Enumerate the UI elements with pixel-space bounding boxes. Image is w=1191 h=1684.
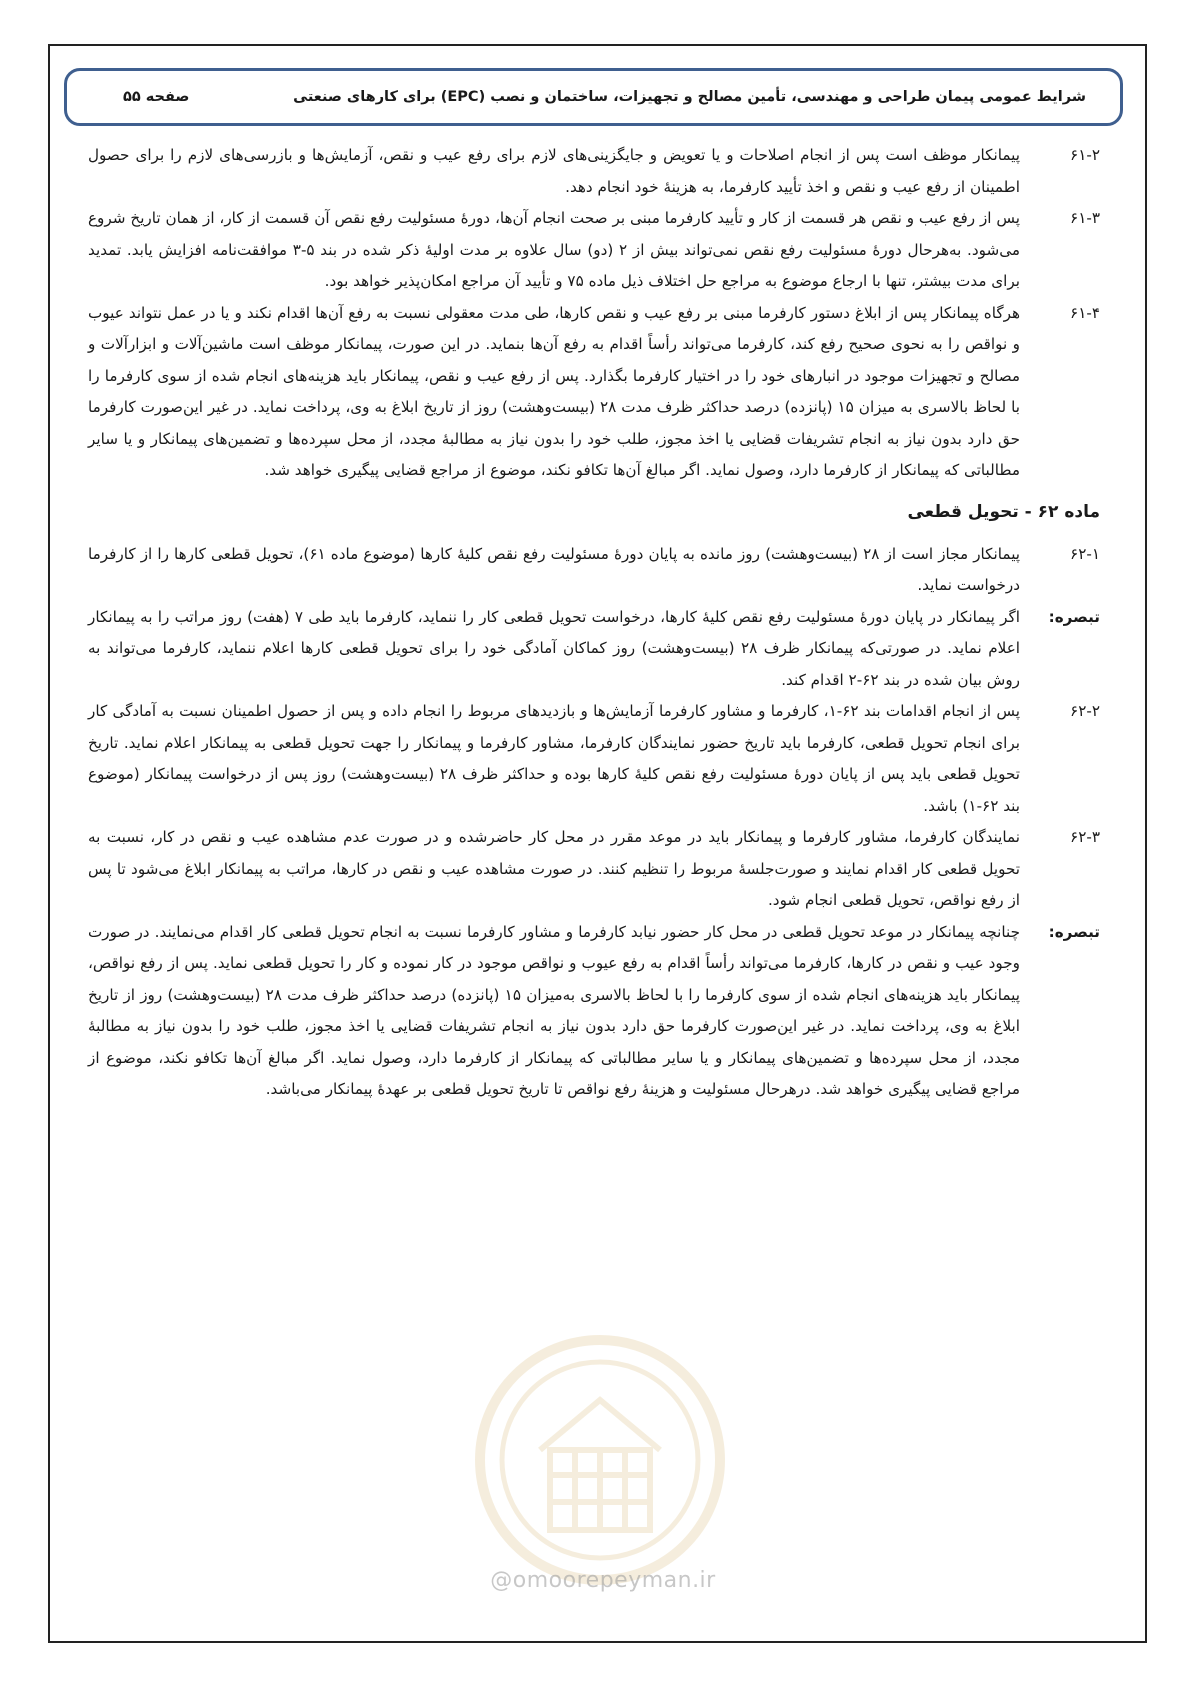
clause-61-3 (88, 203, 1100, 298)
clause-text: هرگاه پیمانکار پس از ابلاغ دستور کارفرما مبنی بر رفع عیب و نقص کارها، طی مدت معقولی نسبت به رفع آن‌ها اقدام نکند و یا در عمل نتواند عیوب و نواقص را به نحوی صحیح رفع کند، کارفرما می‌تواند رأساً اقدام به رفع آن‌ها بنماید. در این صورت، پیمانکار موظف است ماشین‌آلات و ابزارآلات و مصالح و تجهیزات موجود در انبارهای خود را در اختیار کارفرما بگذارد. پس از رفع عیب و نقص، پیمانکار باید هزینه‌های انجام شده از سوی کارفرما را با لحاظ بالاسری به میزان ۱۵ (پانزده) درصد حداکثر ظرف مدت ۲۸ (بیست‌وهشت) روز از تاریخ ابلاغ به وی، پرداخت نماید. در غیر این‌صورت کارفرما حق دارد بدون نیاز به انجام تشریفات قضایی یا اخذ مجوز، طلب خود را بدون نیاز به مطالبهٔ مجدد، از محل سپرده‌ها و تضمین‌های پیمانکار و یا سایر مطالباتی که پیمانکار از کارفرما دارد، وصول نماید. اگر مبالغ آن‌ها تکافو نکند، موضوع از مراجع قضایی پیگیری خواهد شد. (88, 303, 1020, 479)
note-label: تبصره: (1048, 922, 1100, 941)
note-62-1 (88, 602, 1100, 697)
article-62-heading: ماده ۶۲ - تحویل قطعی (907, 501, 1100, 522)
clause-number: ۶۱-۲ (1070, 146, 1100, 164)
clause-text: پس از انجام اقدامات بند ۶۲-۱، کارفرما و مشاور کارفرما آزمایش‌ها و بازدیدهای مربوط را انجام داده و پس از حصول اطمینان نسبت به آمادگی کار برای انجام تحویل قطعی، کارفرما باید تاریخ حضور نمایندگان کارفرما، مشاور کارفرما و پیمانکار را جهت تحویل قطعی به پیمانکار اعلام نماید. تاریخ تحویل قطعی باید پس از پایان دورهٔ مسئولیت رفع نقص کلیهٔ کارها بوده و حداکثر ظرف ۲۸ (بیست‌وهشت) روز پس از درخواست پیمانکار (موضوع بند ۶۲-۱) باشد. (88, 702, 1021, 815)
clause-62-1 (88, 539, 1100, 602)
clause-61-2 (88, 140, 1100, 203)
note-label: تبصره: (1048, 607, 1100, 626)
note-text: اگر پیمانکار در پایان دورهٔ مسئولیت رفع نقص کلیهٔ کارها، درخواست تحویل قطعی کار را ننماید، کارفرما باید طی ۷ (هفت) روز مراتب را به پیمانکار اعلام نماید. در صورتی‌که پیمانکار ظرف ۲۸ (بیست‌وهشت) روز کماکان آمادگی خود را برای تحویل قطعی کارها اعلام ننماید، کارفرما می‌تواند به روش بیان شده در بند ۶۲-۲ اقدام کند. (88, 607, 1020, 689)
clause-number: ۶۱-۳ (1070, 209, 1100, 227)
page-number: صفحه ۵۵ (123, 89, 190, 105)
clause-text: پیمانکار مجاز است از ۲۸ (بیست‌وهشت) روز مانده به پایان دورهٔ مسئولیت رفع نقص کلیهٔ کارها (موضوع ماده ۶۱)، تحویل قطعی کارها را از کارفرما درخواست نماید. (88, 544, 1020, 594)
note-text: چنانچه پیمانکار در موعد تحویل قطعی در محل کار حضور نیابد کارفرما و مشاور کارفرما نسبت به انجام تحویل قطعی کار اقدام می‌نمایند. در صورت وجود عیب و نقص در کارها، کارفرما می‌تواند رأساً اقدام به رفع عیوب و نواقص موجود در کار نموده و کار را تحویل قطعی نماید. پس از رفع نواقص، پیمانکار باید هزینه‌های انجام شده از سوی کارفرما را با لحاظ بالاسری به‌میزان ۱۵ (پانزده) درصد حداکثر ظرف مدت ۲۸ (بیست‌وهشت) روز از تاریخ ابلاغ به وی، پرداخت نماید. در غیر این‌صورت کارفرما حق دارد بدون نیاز به انجام تشریفات قضایی یا اخذ مجوز، طلب خود را بدون نیاز به مطالبهٔ مجدد، از محل سپرده‌ها و تضمین‌های پیمانکار و یا سایر مطالباتی که پیمانکار از کارفرما دارد، وصول نماید. اگر مبالغ آن‌ها تکافو نکند، موضوع از مراجع قضایی پیگیری خواهد شد. درهرحال مسئولیت و هزینهٔ رفع نواقص تا تاریخ تحویل قطعی بر عهدهٔ پیمانکار می‌باشد. (88, 922, 1020, 1098)
document-body (88, 140, 1100, 1106)
clause-62-2 (88, 696, 1100, 822)
clause-number: ۶۲-۱ (1070, 544, 1100, 563)
clause-number: ۶۱-۴ (1070, 303, 1100, 322)
clause-text: پیمانکار موظف است پس از انجام اصلاحات و یا تعویض و جایگزینی‌های لازم برای رفع عیب و نقص، آزمایش‌ها و بازرسی‌های لازم را برای حصول اطمینان از رفع عیب و نقص و اخذ تأیید کارفرما، به هزینهٔ خود انجام دهد. (88, 146, 1020, 196)
clause-text: پس از رفع عیب و نقص هر قسمت از کار و تأیید کارفرما مبنی بر صحت انجام آن‌ها، دورهٔ مسئولیت رفع نقص آن قسمت از کار، از همان تاریخ شروع می‌شود. به‌هرحال دورهٔ مسئولیت رفع نقص نمی‌تواند بیش از ۲ (دو) سال علاوه بر مدت اولیهٔ ذکر شده در بند ۵-۳ موافقت‌نامه افزایش یابد. تمدید برای مدت بیشتر، تنها با ارجاع موضوع به مراجع حل اختلاف ذیل ماده ۷۵ و تأیید آن مراجع امکان‌پذیر خواهد بود. (88, 209, 1021, 290)
clause-number: ۶۲-۲ (1070, 702, 1100, 720)
clause-61-4 (88, 298, 1100, 487)
document-title: شرایط عمومی پیمان طراحی و مهندسی، تأمین مصالح و تجهیزات، ساختمان و نصب (EPC) برای کارهای صنعتی (293, 89, 1086, 105)
clause-62-3 (88, 822, 1100, 917)
page-header (64, 68, 1123, 126)
clause-text: نمایندگان کارفرما، مشاور کارفرما و پیمانکار باید در موعد مقرر در محل کار حاضرشده و در صورت عدم مشاهده عیب و نقص در کار، نسبت به تحویل قطعی کار اقدام نمایند و صورت‌جلسهٔ مربوط را تنظیم کنند. در صورت مشاهده عیب و نقص در کارها، مراتب به پیمانکار ابلاغ می‌شود تا پس از رفع نواقص، تحویل قطعی انجام شود. (88, 828, 1020, 909)
note-62-3 (88, 917, 1100, 1106)
clause-number: ۶۲-۳ (1070, 828, 1100, 846)
watermark-text: @omoorepeyman.ir (490, 1568, 716, 1593)
watermark-logo-icon (470, 1330, 730, 1590)
